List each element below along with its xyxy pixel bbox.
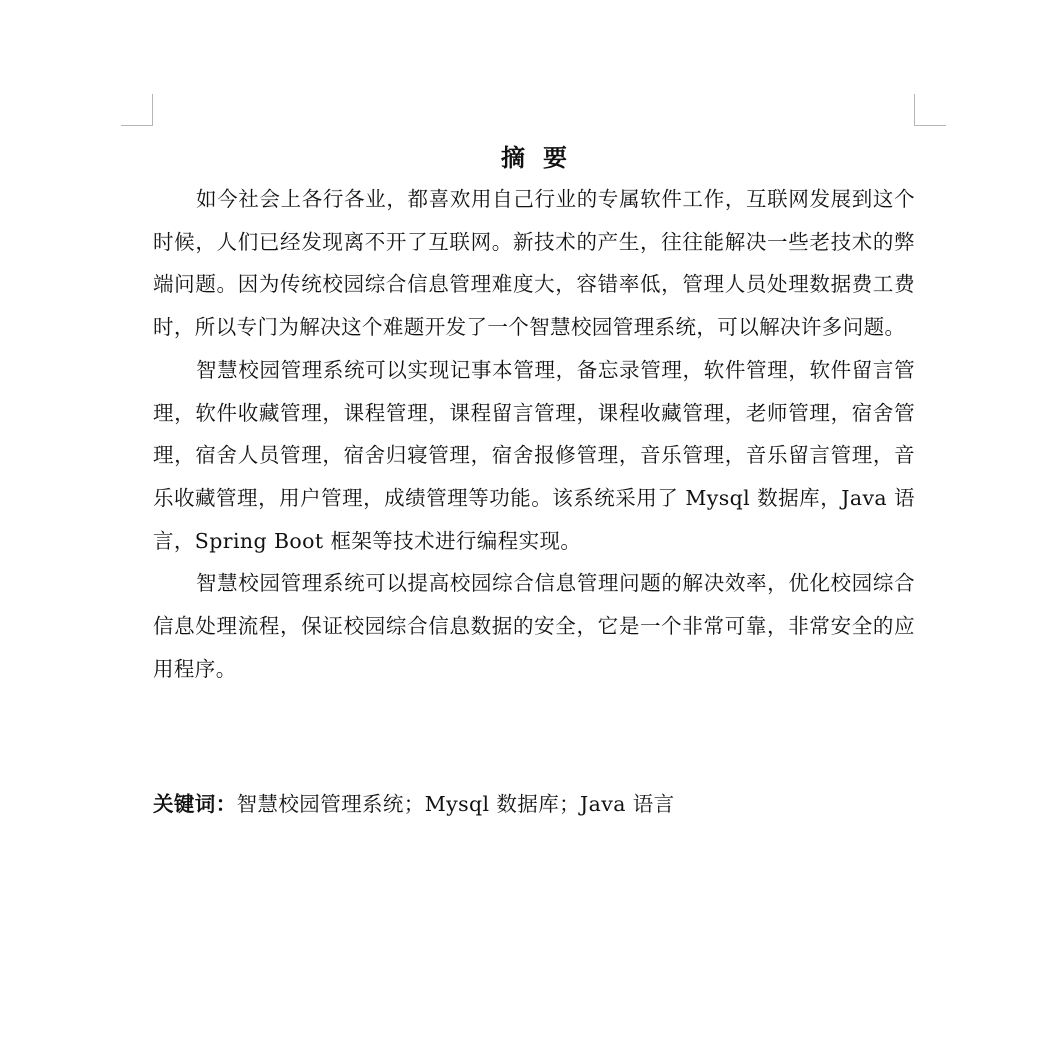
- keywords-text: 智慧校园管理系统；Mysql 数据库；Java 语言: [236, 792, 675, 816]
- abstract-paragraph-2: 智慧校园管理系统可以实现记事本管理，备忘录管理，软件管理，软件留言管理，软件收藏管理，课程管理，课程留言管理，课程收藏管理，老师管理，宿舍管理，宿舍人员管理，宿舍归寝管理，宿舍报修管理，音乐管理，音乐留言管理，音乐收藏管理，用户管理，成绩管理等功能。该系统采用了 Mysql 数据库，Java 语言，Spring Boot 框架等技术进行编程实现。: [153, 357, 915, 553]
- page-corner-mark-top-right: [914, 94, 946, 126]
- keywords-label: 关键词：: [153, 792, 237, 816]
- abstract-paragraph-3: 智慧校园管理系统可以提高校园综合信息管理问题的解决效率，优化校园综合信息处理流程，保证校园综合信息数据的安全，它是一个非常可靠，非常安全的应用程序。: [153, 571, 915, 681]
- abstract-body: [153, 138, 915, 690]
- keywords-line: [153, 783, 915, 825]
- abstract-paragraph-1: 如今社会上各行各业，都喜欢用自己行业的专属软件工作，互联网发展到这个时候，人们已经发现离不开了互联网。新技术的产生，往往能解决一些老技术的弊端问题。因为传统校园综合信息管理难度大，容错率低，管理人员处理数据费工费时，所以专门为解决这个难题开发了一个智慧校园管理系统，可以解决许多问题。: [153, 187, 915, 340]
- abstract-title: 摘要: [501, 143, 585, 172]
- page-corner-mark-top-left: [121, 94, 153, 126]
